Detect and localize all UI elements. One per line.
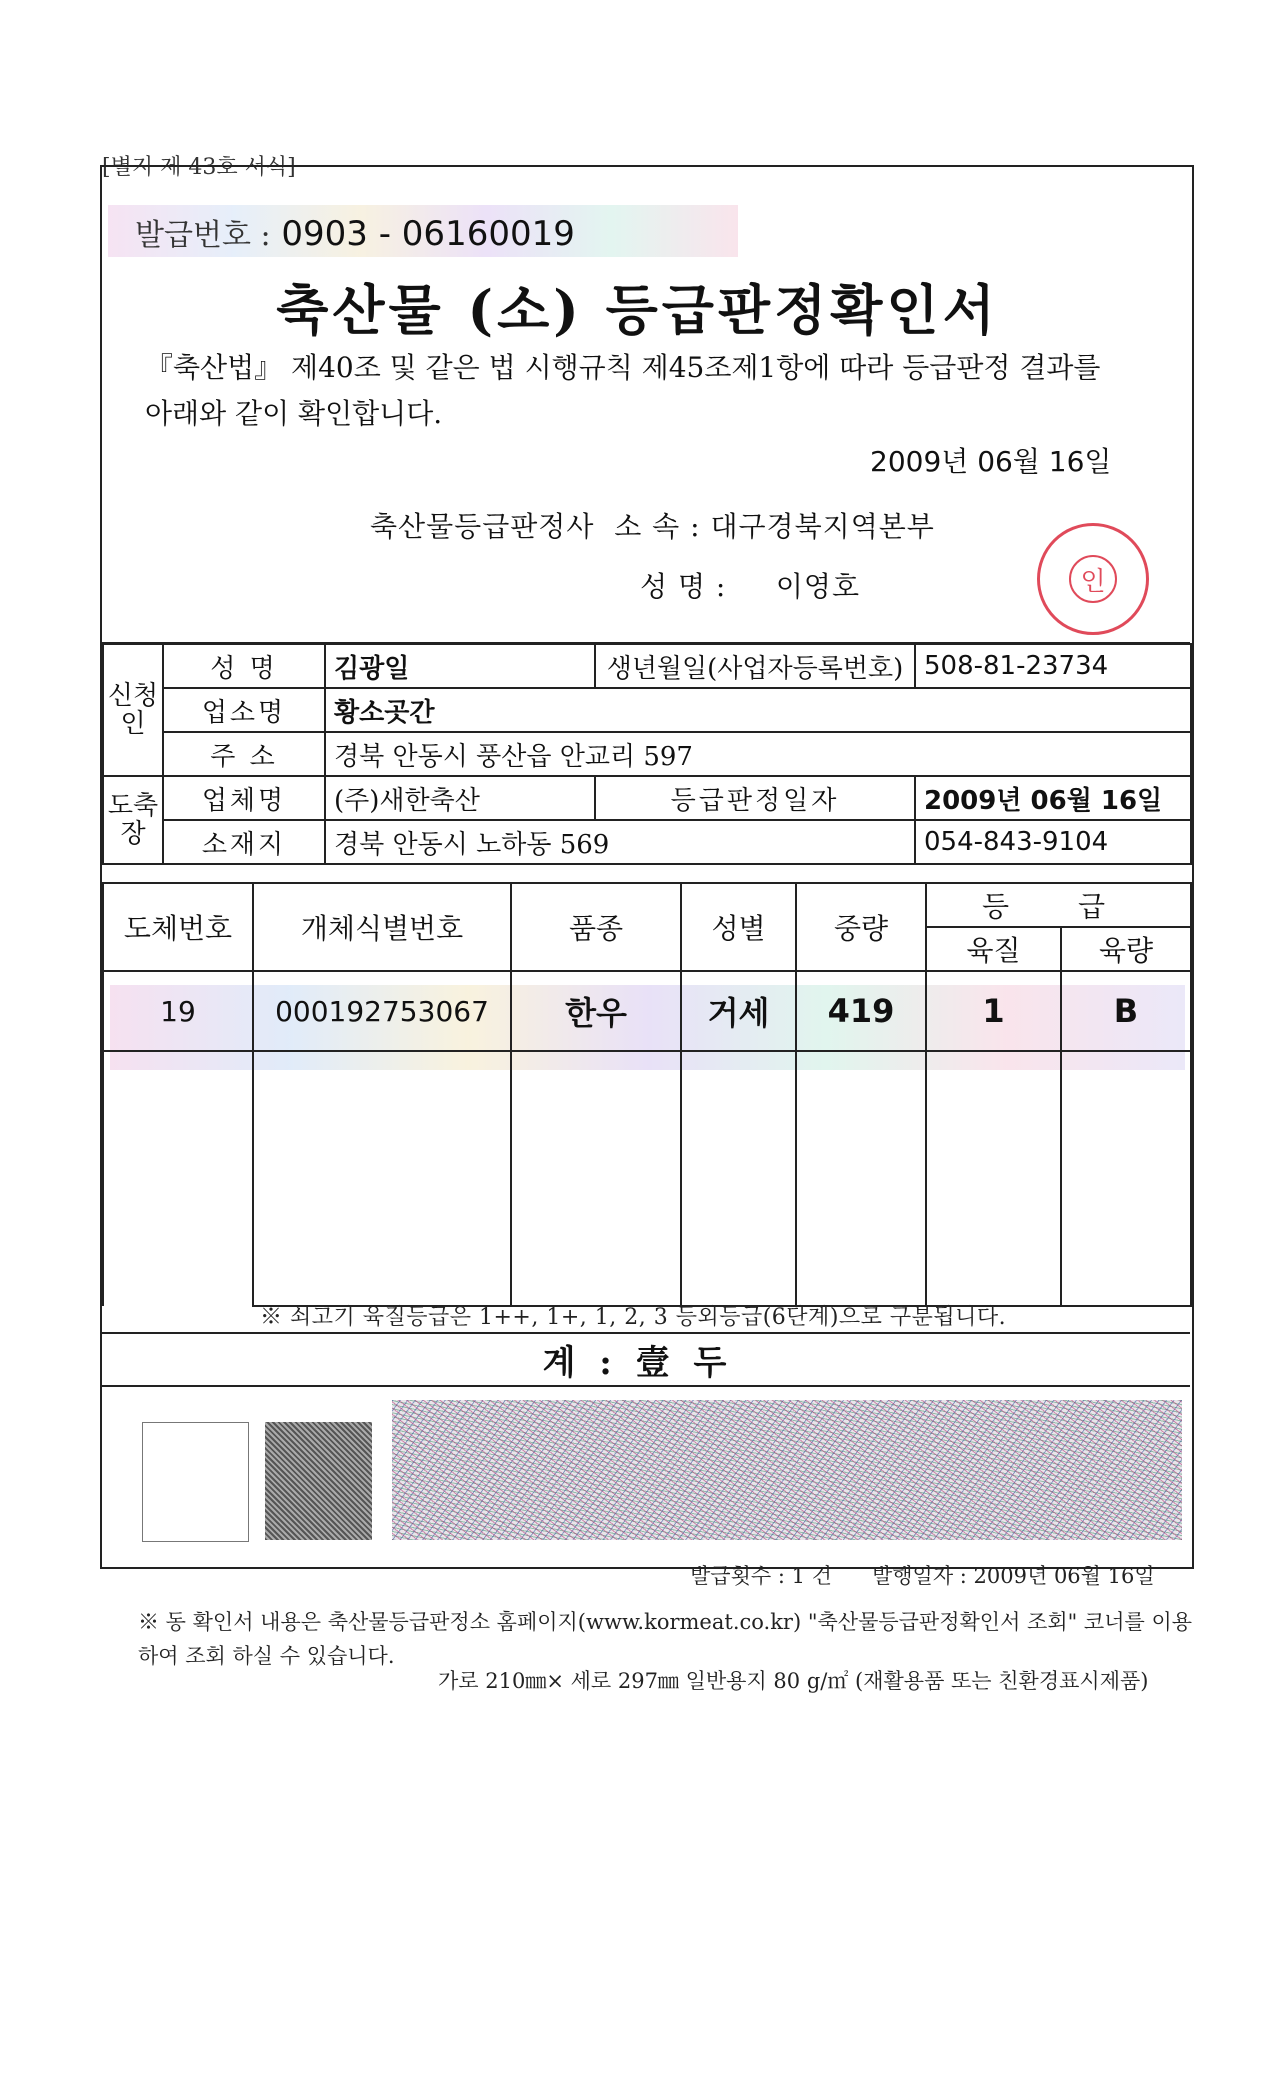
paper-spec: 가로 210㎜× 세로 297㎜ 일반용지 80 g/㎡ (재활용품 또는 친환경표시제품) <box>438 1669 1149 1693</box>
official-seal-icon <box>1037 523 1149 635</box>
footer-meta <box>690 1560 1155 1590</box>
breed: 한우 <box>511 971 681 1051</box>
weight: 419 <box>796 971 926 1051</box>
applicant-name-label: 성 명 <box>163 644 325 688</box>
header-weight: 중량 <box>796 883 926 971</box>
grader-affiliation <box>370 505 935 545</box>
issue-number-value: 0903 - 06160019 <box>281 214 575 254</box>
seal-text: 인 <box>1080 566 1106 597</box>
meat-yield-grade: B <box>1061 971 1191 1051</box>
grader-role: 축산물등급판정사 <box>370 510 595 543</box>
header-grade: 등 급 <box>926 883 1191 927</box>
slaughterhouse-section-label: 도축장 <box>103 776 163 864</box>
barcode-light-icon <box>142 1422 249 1542</box>
phone-number: 054-843-9104 <box>915 820 1191 864</box>
header-sex: 성별 <box>681 883 796 971</box>
header-meat-yield: 육량 <box>1061 927 1191 971</box>
sex: 거세 <box>681 971 796 1051</box>
location-label: 소재지 <box>163 820 325 864</box>
total-count: 계 : 壹 두 <box>542 1343 733 1383</box>
applicant-name: 김광일 <box>325 644 595 688</box>
grader-name-row <box>640 565 860 605</box>
security-pattern-icon <box>392 1400 1182 1540</box>
grading-date-label: 등급판정일자 <box>595 776 915 820</box>
carcass-number: 19 <box>103 971 253 1051</box>
affiliation-label: 소 속 : <box>614 510 701 543</box>
issue-date: 발행일자 : 2009년 06월 16일 <box>871 1564 1155 1588</box>
company-name: (주)새한축산 <box>325 776 595 820</box>
total-divider-top <box>102 1332 1190 1334</box>
form-number-label: [별지 제 43호 서식] <box>102 155 296 180</box>
grade-note: ※ 쇠고기 육질등급은 1++, 1+, 1, 2, 3 등외등급(6단계)으로 구분됩니다. <box>260 1305 1007 1330</box>
company-label: 업체명 <box>163 776 325 820</box>
grading-date: 2009년 06월 16일 <box>915 776 1191 820</box>
individual-id: 000192753067 <box>253 971 511 1051</box>
grader-name: 이영호 <box>775 570 861 603</box>
applicant-section-label: 신청인 <box>103 644 163 776</box>
header-carcass-no: 도체번호 <box>103 883 253 971</box>
intro-text: 『축산법』 제40조 및 같은 법 시행규칙 제45조제1항에 따라 등급판정 결과를 아래와 같이 확인합니다. <box>145 351 1101 430</box>
barcode-dark-icon <box>265 1422 372 1540</box>
issue-count: 발급횟수 : 1 건 <box>690 1564 832 1588</box>
header-meat-quality: 육질 <box>926 927 1061 971</box>
grader-name-label: 성 명 : <box>640 570 727 603</box>
applicant-table <box>102 643 1192 865</box>
grade-table <box>102 882 1192 1307</box>
document-title: 축산물 (소) 등급판정확인서 <box>276 278 999 342</box>
address-label: 주 소 <box>163 732 325 776</box>
meat-quality-grade: 1 <box>926 971 1061 1051</box>
reg-number: 508-81-23734 <box>915 644 1191 688</box>
issue-number <box>135 210 575 254</box>
affiliation-value: 대구경북지역본부 <box>710 510 935 543</box>
reg-number-label: 생년월일(사업자등록번호) <box>595 644 915 688</box>
confirmation-date: 2009년 06월 16일 <box>870 445 1112 478</box>
header-breed: 품종 <box>511 883 681 971</box>
business-name-label: 업소명 <box>163 688 325 732</box>
location: 경북 안동시 노하동 569 <box>325 820 915 864</box>
address: 경북 안동시 풍산읍 안교리 597 <box>325 732 1191 776</box>
total-divider-bottom <box>102 1385 1190 1387</box>
header-id-no: 개체식별번호 <box>253 883 511 971</box>
issue-number-label: 발급번호 : <box>135 218 271 253</box>
footer-notice: ※ 동 확인서 내용은 축산물등급판정소 홈페이지(www.kormeat.co.kr) "축산물등급판정확인서 조회" 코너를 이용하여 조회 하실 수 있습니다. <box>138 1610 1193 1668</box>
business-name: 황소곳간 <box>325 688 1191 732</box>
